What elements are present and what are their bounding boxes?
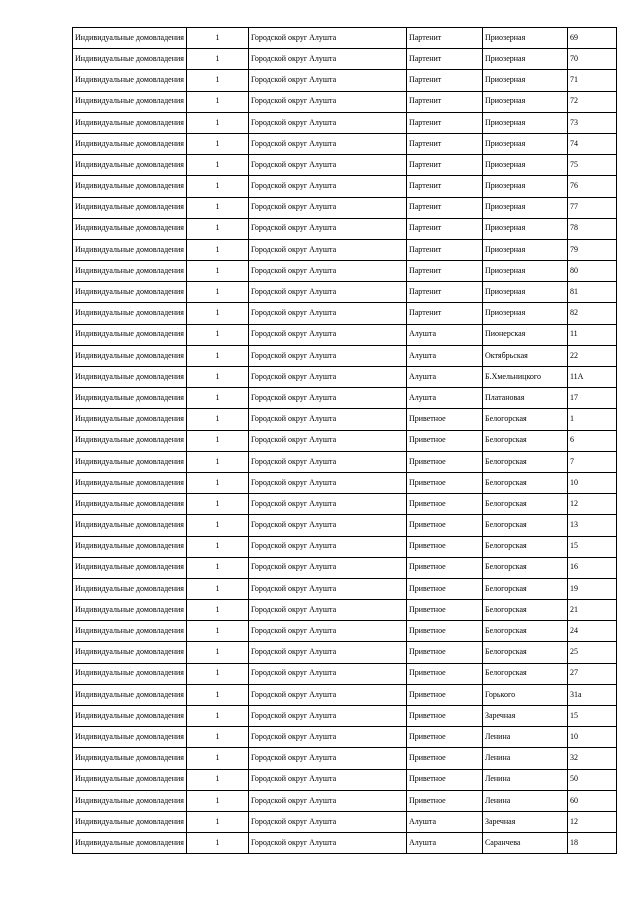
cell-count: 1 <box>186 748 248 769</box>
cell-street: Горького <box>482 684 567 705</box>
table-row <box>73 536 617 557</box>
cell-house: 25 <box>567 642 616 663</box>
cell-street: Ленина <box>482 769 567 790</box>
cell-house: 1 <box>567 409 616 430</box>
cell-count: 1 <box>186 515 248 536</box>
cell-type: Индивидуальные домовладения <box>73 176 187 197</box>
table-row <box>73 239 617 260</box>
cell-street: Белогорская <box>482 430 567 451</box>
cell-district: Городской округ Алушта <box>248 769 406 790</box>
cell-locality: Приветное <box>406 472 482 493</box>
cell-type: Индивидуальные домовладения <box>73 621 187 642</box>
table-row <box>73 28 617 49</box>
cell-house: 22 <box>567 345 616 366</box>
cell-street: Белогорская <box>482 494 567 515</box>
cell-street: Белогорская <box>482 642 567 663</box>
cell-locality: Партенит <box>406 282 482 303</box>
table-row <box>73 600 617 621</box>
cell-district: Городской округ Алушта <box>248 600 406 621</box>
cell-type: Индивидуальные домовладения <box>73 28 187 49</box>
cell-house: 12 <box>567 494 616 515</box>
cell-locality: Приветное <box>406 727 482 748</box>
cell-house: 80 <box>567 261 616 282</box>
cell-type: Индивидуальные домовладения <box>73 261 187 282</box>
table-row <box>73 49 617 70</box>
table-row <box>73 790 617 811</box>
table-row <box>73 430 617 451</box>
table-row <box>73 811 617 832</box>
cell-house: 16 <box>567 557 616 578</box>
cell-count: 1 <box>186 769 248 790</box>
cell-house: 18 <box>567 833 616 854</box>
cell-district: Городской округ Алушта <box>248 494 406 515</box>
cell-count: 1 <box>186 324 248 345</box>
cell-count: 1 <box>186 303 248 324</box>
cell-count: 1 <box>186 727 248 748</box>
table-row <box>73 133 617 154</box>
cell-type: Индивидуальные домовладения <box>73 684 187 705</box>
cell-locality: Приветное <box>406 642 482 663</box>
table-row <box>73 345 617 366</box>
cell-house: 70 <box>567 49 616 70</box>
cell-house: 21 <box>567 600 616 621</box>
cell-type: Индивидуальные домовладения <box>73 727 187 748</box>
cell-type: Индивидуальные домовладения <box>73 409 187 430</box>
cell-locality: Партенит <box>406 197 482 218</box>
cell-count: 1 <box>186 197 248 218</box>
cell-type: Индивидуальные домовладения <box>73 430 187 451</box>
cell-count: 1 <box>186 49 248 70</box>
table-row <box>73 112 617 133</box>
cell-street: Белогорская <box>482 409 567 430</box>
cell-district: Городской округ Алушта <box>248 536 406 557</box>
cell-type: Индивидуальные домовладения <box>73 451 187 472</box>
cell-street: Приозерная <box>482 112 567 133</box>
cell-district: Городской округ Алушта <box>248 811 406 832</box>
table-row <box>73 833 617 854</box>
cell-street: Белогорская <box>482 557 567 578</box>
table-row <box>73 769 617 790</box>
cell-type: Индивидуальные домовладения <box>73 388 187 409</box>
cell-count: 1 <box>186 112 248 133</box>
cell-street: Белогорская <box>482 663 567 684</box>
cell-count: 1 <box>186 621 248 642</box>
cell-district: Городской округ Алушта <box>248 706 406 727</box>
cell-locality: Партенит <box>406 91 482 112</box>
cell-district: Городской округ Алушта <box>248 28 406 49</box>
table-row <box>73 176 617 197</box>
cell-type: Индивидуальные домовладения <box>73 282 187 303</box>
cell-locality: Алушта <box>406 367 482 388</box>
cell-house: 82 <box>567 303 616 324</box>
cell-type: Индивидуальные домовладения <box>73 133 187 154</box>
cell-count: 1 <box>186 155 248 176</box>
cell-count: 1 <box>186 70 248 91</box>
cell-street: Заречная <box>482 811 567 832</box>
cell-locality: Партенит <box>406 49 482 70</box>
cell-type: Индивидуальные домовладения <box>73 472 187 493</box>
cell-house: 11А <box>567 367 616 388</box>
cell-locality: Приветное <box>406 600 482 621</box>
cell-street: Белогорская <box>482 472 567 493</box>
cell-locality: Партенит <box>406 218 482 239</box>
cell-district: Городской округ Алушта <box>248 239 406 260</box>
cell-district: Городской округ Алушта <box>248 155 406 176</box>
cell-house: 69 <box>567 28 616 49</box>
cell-street: Приозерная <box>482 70 567 91</box>
cell-locality: Партенит <box>406 239 482 260</box>
cell-count: 1 <box>186 367 248 388</box>
cell-house: 11 <box>567 324 616 345</box>
cell-type: Индивидуальные домовладения <box>73 197 187 218</box>
cell-street: Белогорская <box>482 621 567 642</box>
cell-locality: Алушта <box>406 833 482 854</box>
table-row <box>73 727 617 748</box>
cell-street: Пионерская <box>482 324 567 345</box>
cell-count: 1 <box>186 430 248 451</box>
cell-street: Платановая <box>482 388 567 409</box>
cell-locality: Приветное <box>406 790 482 811</box>
cell-district: Городской округ Алушта <box>248 727 406 748</box>
cell-type: Индивидуальные домовладения <box>73 536 187 557</box>
cell-house: 74 <box>567 133 616 154</box>
cell-district: Городской округ Алушта <box>248 388 406 409</box>
table-row <box>73 218 617 239</box>
cell-locality: Приветное <box>406 769 482 790</box>
cell-count: 1 <box>186 642 248 663</box>
cell-district: Городской округ Алушта <box>248 663 406 684</box>
cell-count: 1 <box>186 536 248 557</box>
table-row <box>73 388 617 409</box>
table-row <box>73 748 617 769</box>
cell-count: 1 <box>186 472 248 493</box>
cell-locality: Алушта <box>406 811 482 832</box>
cell-district: Городской округ Алушта <box>248 197 406 218</box>
cell-locality: Приветное <box>406 684 482 705</box>
cell-count: 1 <box>186 239 248 260</box>
cell-type: Индивидуальные домовладения <box>73 790 187 811</box>
cell-locality: Приветное <box>406 430 482 451</box>
cell-count: 1 <box>186 811 248 832</box>
cell-street: Белогорская <box>482 451 567 472</box>
cell-street: Белогорская <box>482 578 567 599</box>
cell-district: Городской округ Алушта <box>248 515 406 536</box>
cell-street: Белогорская <box>482 600 567 621</box>
cell-street: Б.Хмельницкого <box>482 367 567 388</box>
cell-count: 1 <box>186 28 248 49</box>
cell-district: Городской округ Алушта <box>248 790 406 811</box>
cell-district: Городской округ Алушта <box>248 133 406 154</box>
cell-street: Октябрьская <box>482 345 567 366</box>
cell-type: Индивидуальные домовладения <box>73 663 187 684</box>
cell-locality: Приветное <box>406 494 482 515</box>
cell-house: 19 <box>567 578 616 599</box>
cell-type: Индивидуальные домовладения <box>73 367 187 388</box>
cell-locality: Приветное <box>406 621 482 642</box>
cell-type: Индивидуальные домовладения <box>73 345 187 366</box>
cell-district: Городской округ Алушта <box>248 176 406 197</box>
cell-house: 6 <box>567 430 616 451</box>
cell-district: Городской округ Алушта <box>248 324 406 345</box>
cell-street: Приозерная <box>482 176 567 197</box>
cell-district: Городской округ Алушта <box>248 409 406 430</box>
cell-street: Заречная <box>482 706 567 727</box>
cell-street: Ленина <box>482 727 567 748</box>
cell-house: 12 <box>567 811 616 832</box>
cell-district: Городской округ Алушта <box>248 451 406 472</box>
cell-district: Городской округ Алушта <box>248 833 406 854</box>
cell-district: Городской округ Алушта <box>248 430 406 451</box>
cell-house: 78 <box>567 218 616 239</box>
cell-locality: Приветное <box>406 578 482 599</box>
cell-house: 17 <box>567 388 616 409</box>
cell-house: 73 <box>567 112 616 133</box>
cell-house: 10 <box>567 472 616 493</box>
cell-type: Индивидуальные домовладения <box>73 239 187 260</box>
cell-count: 1 <box>186 790 248 811</box>
cell-count: 1 <box>186 261 248 282</box>
cell-locality: Приветное <box>406 451 482 472</box>
cell-type: Индивидуальные домовладения <box>73 218 187 239</box>
cell-type: Индивидуальные домовладения <box>73 155 187 176</box>
table-row <box>73 642 617 663</box>
table-row <box>73 282 617 303</box>
cell-district: Городской округ Алушта <box>248 345 406 366</box>
cell-street: Ленина <box>482 748 567 769</box>
cell-count: 1 <box>186 176 248 197</box>
table-row <box>73 303 617 324</box>
cell-house: 32 <box>567 748 616 769</box>
table-row <box>73 155 617 176</box>
cell-locality: Партенит <box>406 70 482 91</box>
cell-locality: Партенит <box>406 261 482 282</box>
cell-street: Приозерная <box>482 303 567 324</box>
cell-count: 1 <box>186 91 248 112</box>
cell-district: Городской округ Алушта <box>248 621 406 642</box>
cell-locality: Приветное <box>406 663 482 684</box>
cell-count: 1 <box>186 345 248 366</box>
cell-count: 1 <box>186 451 248 472</box>
cell-district: Городской округ Алушта <box>248 367 406 388</box>
table-row <box>73 70 617 91</box>
cell-type: Индивидуальные домовладения <box>73 706 187 727</box>
cell-district: Городской округ Алушта <box>248 748 406 769</box>
cell-locality: Алушта <box>406 388 482 409</box>
cell-house: 71 <box>567 70 616 91</box>
cell-district: Городской округ Алушта <box>248 91 406 112</box>
cell-house: 31а <box>567 684 616 705</box>
cell-street: Приозерная <box>482 91 567 112</box>
cell-district: Городской округ Алушта <box>248 642 406 663</box>
cell-type: Индивидуальные домовладения <box>73 833 187 854</box>
cell-district: Городской округ Алушта <box>248 218 406 239</box>
cell-count: 1 <box>186 684 248 705</box>
cell-type: Индивидуальные домовладения <box>73 515 187 536</box>
cell-house: 50 <box>567 769 616 790</box>
cell-house: 10 <box>567 727 616 748</box>
cell-house: 79 <box>567 239 616 260</box>
cell-locality: Приветное <box>406 536 482 557</box>
table-body <box>73 28 617 854</box>
table-row <box>73 472 617 493</box>
cell-district: Городской округ Алушта <box>248 472 406 493</box>
cell-house: 72 <box>567 91 616 112</box>
cell-street: Приозерная <box>482 218 567 239</box>
table-row <box>73 197 617 218</box>
cell-locality: Приветное <box>406 515 482 536</box>
cell-locality: Партенит <box>406 112 482 133</box>
cell-district: Городской округ Алушта <box>248 261 406 282</box>
cell-count: 1 <box>186 494 248 515</box>
cell-type: Индивидуальные домовладения <box>73 70 187 91</box>
cell-locality: Партенит <box>406 133 482 154</box>
cell-type: Индивидуальные домовладения <box>73 769 187 790</box>
cell-count: 1 <box>186 133 248 154</box>
table-row <box>73 557 617 578</box>
table-row <box>73 494 617 515</box>
cell-street: Приозерная <box>482 261 567 282</box>
table-row <box>73 663 617 684</box>
cell-street: Приозерная <box>482 133 567 154</box>
cell-locality: Алушта <box>406 324 482 345</box>
cell-street: Приозерная <box>482 197 567 218</box>
table-row <box>73 515 617 536</box>
cell-street: Приозерная <box>482 28 567 49</box>
cell-district: Городской округ Алушта <box>248 282 406 303</box>
cell-street: Ленина <box>482 790 567 811</box>
cell-locality: Партенит <box>406 28 482 49</box>
cell-count: 1 <box>186 663 248 684</box>
cell-house: 81 <box>567 282 616 303</box>
cell-house: 27 <box>567 663 616 684</box>
cell-street: Белогорская <box>482 515 567 536</box>
table-row <box>73 451 617 472</box>
cell-house: 13 <box>567 515 616 536</box>
cell-district: Городской округ Алушта <box>248 49 406 70</box>
cell-locality: Приветное <box>406 706 482 727</box>
cell-type: Индивидуальные домовладения <box>73 642 187 663</box>
cell-locality: Приветное <box>406 409 482 430</box>
cell-house: 7 <box>567 451 616 472</box>
cell-street: Приозерная <box>482 155 567 176</box>
cell-count: 1 <box>186 557 248 578</box>
cell-count: 1 <box>186 578 248 599</box>
cell-count: 1 <box>186 409 248 430</box>
cell-street: Приозерная <box>482 282 567 303</box>
cell-street: Приозерная <box>482 49 567 70</box>
cell-street: Саранчева <box>482 833 567 854</box>
cell-street: Приозерная <box>482 239 567 260</box>
cell-house: 60 <box>567 790 616 811</box>
cell-district: Городской округ Алушта <box>248 112 406 133</box>
cell-house: 15 <box>567 706 616 727</box>
cell-type: Индивидуальные домовладения <box>73 578 187 599</box>
cell-type: Индивидуальные домовладения <box>73 303 187 324</box>
table-row <box>73 684 617 705</box>
cell-type: Индивидуальные домовладения <box>73 494 187 515</box>
cell-type: Индивидуальные домовладения <box>73 91 187 112</box>
cell-locality: Партенит <box>406 155 482 176</box>
cell-district: Городской округ Алушта <box>248 684 406 705</box>
cell-count: 1 <box>186 600 248 621</box>
table-row <box>73 367 617 388</box>
cell-count: 1 <box>186 282 248 303</box>
cell-district: Городской округ Алушта <box>248 578 406 599</box>
cell-district: Городской округ Алушта <box>248 303 406 324</box>
cell-type: Индивидуальные домовладения <box>73 811 187 832</box>
records-table <box>72 27 617 854</box>
cell-house: 15 <box>567 536 616 557</box>
cell-type: Индивидуальные домовладения <box>73 112 187 133</box>
cell-house: 76 <box>567 176 616 197</box>
cell-locality: Приветное <box>406 557 482 578</box>
cell-type: Индивидуальные домовладения <box>73 748 187 769</box>
cell-locality: Приветное <box>406 748 482 769</box>
cell-type: Индивидуальные домовладения <box>73 600 187 621</box>
cell-locality: Партенит <box>406 303 482 324</box>
cell-count: 1 <box>186 388 248 409</box>
table-row <box>73 409 617 430</box>
cell-house: 77 <box>567 197 616 218</box>
cell-district: Городской округ Алушта <box>248 70 406 91</box>
cell-type: Индивидуальные домовладения <box>73 324 187 345</box>
cell-house: 75 <box>567 155 616 176</box>
cell-count: 1 <box>186 218 248 239</box>
cell-street: Белогорская <box>482 536 567 557</box>
table-row <box>73 621 617 642</box>
table-row <box>73 324 617 345</box>
cell-count: 1 <box>186 833 248 854</box>
table-row <box>73 578 617 599</box>
cell-count: 1 <box>186 706 248 727</box>
cell-locality: Алушта <box>406 345 482 366</box>
cell-locality: Партенит <box>406 176 482 197</box>
cell-district: Городской округ Алушта <box>248 557 406 578</box>
cell-house: 24 <box>567 621 616 642</box>
table-row <box>73 706 617 727</box>
table-row <box>73 91 617 112</box>
cell-type: Индивидуальные домовладения <box>73 49 187 70</box>
table-row <box>73 261 617 282</box>
cell-type: Индивидуальные домовладения <box>73 557 187 578</box>
